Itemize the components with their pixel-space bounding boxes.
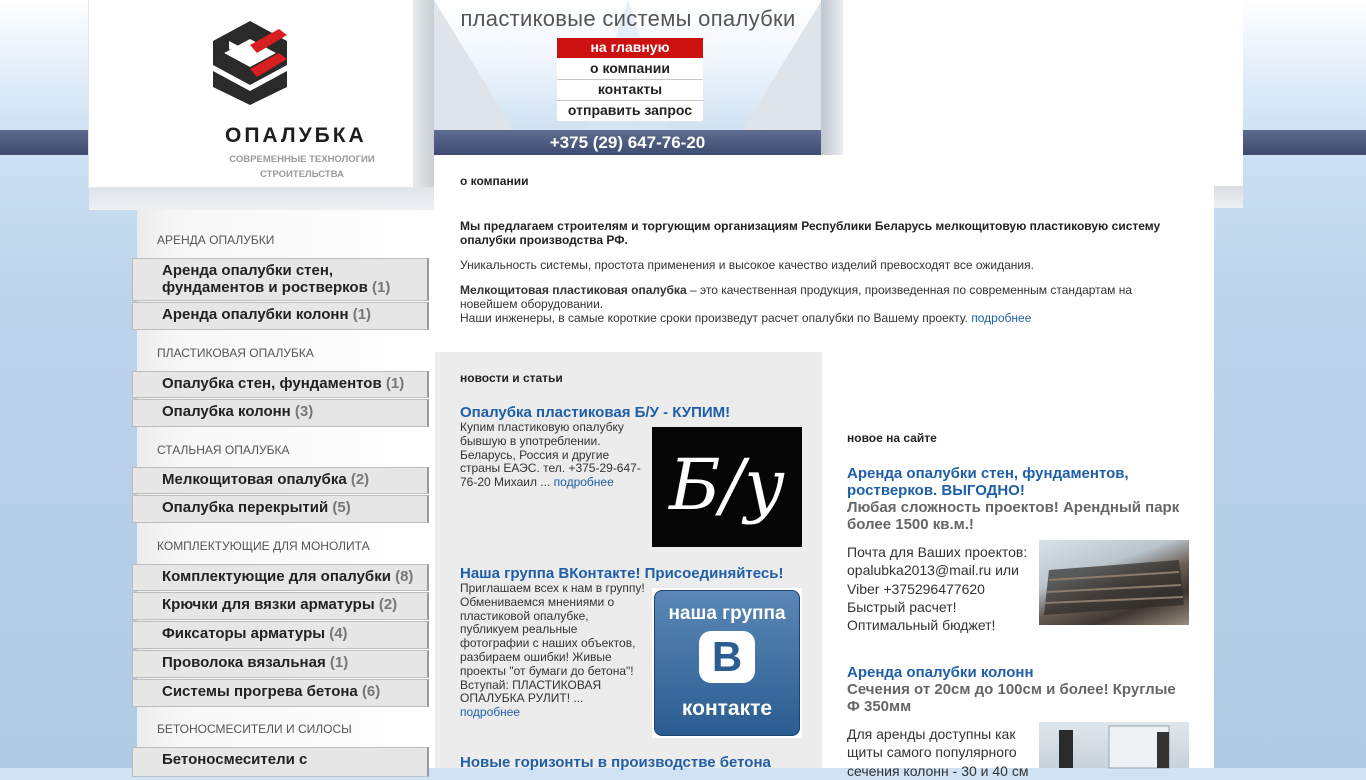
sidebar-item-label: Проволока вязальная	[162, 654, 326, 671]
sidebar-item-count: (1)	[329, 654, 349, 671]
about-paragraph-3	[460, 283, 1190, 311]
sidebar-item-label: Бетоносмесители с	[162, 751, 308, 768]
new-item-subtitle: Любая сложность проектов! Арендный парк более 1500 кв.м.!	[847, 499, 1180, 533]
news-more-link[interactable]: подробнее	[460, 705, 521, 720]
new-on-site-title: новое на сайте	[847, 431, 937, 445]
about-bold: Мелкощитовая пластиковая опалубка	[460, 283, 687, 297]
news-image-text: Б/у	[669, 444, 785, 526]
about-p4-text: Наши инженеры, в самые короткие сроки произведут расчет опалубки по Вашему проекту.	[460, 311, 968, 325]
sidebar-section-mixers: БЕТОНОСМЕСИТЕЛИ И СИЛОСЫ	[157, 722, 352, 736]
news-image-vk[interactable]	[652, 588, 802, 738]
sidebar-item-label: Опалубка стен, фундаментов	[162, 375, 382, 392]
news-title: новости и статьи	[460, 371, 563, 385]
logo-tagline	[217, 152, 387, 182]
vk-logo-icon: В	[699, 631, 755, 683]
logo-shadow-bottom	[89, 187, 434, 210]
new-item-subtitle: Сечения от 20см до 100см и более! Круглые Ф 350мм	[847, 681, 1176, 715]
vk-badge	[654, 590, 800, 736]
logo-block[interactable]	[89, 0, 413, 187]
new-item-image-columns[interactable]	[1039, 722, 1189, 768]
news-item-text	[460, 421, 645, 490]
logo-shadow	[413, 0, 434, 210]
about-paragraph-2: Уникальность системы, простота применения и высокое качество изделий превосходят все ожидания.	[460, 258, 1034, 272]
sidebar-item-small-panel[interactable]	[132, 467, 429, 494]
sidebar-item-label: Крючки для вязки арматуры	[162, 596, 375, 613]
about-paragraph-1: Мы предлагаем строителям и торгующим организациям Республики Беларусь мелкощитовую пластиковую систему опалубки производства РФ.	[460, 219, 1161, 247]
main-nav	[557, 38, 703, 121]
header	[434, 0, 822, 130]
vk-line2: контакте	[681, 697, 773, 720]
vk-line1: наша группа	[668, 603, 786, 624]
site-title: пластиковые системы опалубки	[460, 6, 796, 31]
sidebar-item-label: Аренда опалубки колонн	[162, 306, 349, 323]
new-item-title[interactable]: Аренда опалубки стен, фундаментов, ростверков. ВЫГОДНО!	[847, 465, 1129, 499]
news-item-body: Купим пластиковую опалубку бывшую в употреблении. Беларусь, Россия и другие страны ЕАЭС. тел. +375-29-647-76-20 Михаил ...	[460, 420, 641, 490]
sidebar-item-label: Опалубка колонн	[162, 403, 291, 420]
sidebar-item-walls[interactable]	[132, 371, 429, 398]
sidebar-item-columns[interactable]	[132, 399, 429, 427]
sidebar-section-plastic: ПЛАСТИКОВАЯ ОПАЛУБКА	[157, 346, 314, 360]
news-item-body: Приглашаем всех к нам в группу! Обмениваемся мнениями о пластиковой опалубке, публикуем реальные фотографии с наших объектов, разбираем ошибки! Живые проекты "от бумаги до бетона"! Вступай: ПЛАСТИКОВАЯ ОПАЛУБКА РУЛИТ! ...	[460, 581, 645, 706]
sidebar-item-label: Аренда опалубки стен, фундаментов и ростверков	[162, 262, 368, 296]
sidebar-item-rent-walls[interactable]	[132, 258, 429, 301]
news-more-link[interactable]: подробнее	[553, 475, 614, 490]
nav-send-request[interactable]: отправить запрос	[557, 101, 703, 121]
sidebar-item-label: Мелкощитовая опалубка	[162, 471, 347, 488]
sidebar-item-heating[interactable]	[132, 679, 429, 707]
sidebar-item-count: (1)	[352, 306, 372, 323]
news-item-title[interactable]: Опалубка пластиковая Б/У - КУПИМ!	[460, 404, 731, 421]
logo[interactable]	[133, 17, 375, 180]
sidebar-item-count: (2)	[350, 471, 370, 488]
nav-about[interactable]: о компании	[557, 59, 703, 80]
sidebar-item-count: (3)	[294, 403, 314, 420]
about-text	[460, 219, 1190, 325]
nav-home[interactable]: на главную	[557, 38, 703, 59]
columns-photo-icon	[1039, 722, 1189, 768]
logo-tagline-line2: СТРОИТЕЛЬСТВА	[260, 169, 344, 180]
sidebar-item-label: Опалубка перекрытий	[162, 499, 329, 516]
sidebar-item-slab[interactable]	[132, 495, 429, 523]
sidebar-item-count: (5)	[332, 499, 351, 516]
sidebar-item-rent-columns[interactable]	[132, 302, 429, 330]
sidebar-item-count: (1)	[385, 375, 405, 392]
sidebar-item-mixers[interactable]	[132, 747, 429, 777]
logo-wordmark: ОПАЛУБКА	[225, 124, 367, 147]
sidebar-item-hooks[interactable]	[132, 592, 429, 620]
sidebar-item-wire[interactable]	[132, 650, 429, 678]
sidebar-section-rent: АРЕНДА ОПАЛУБКИ	[157, 233, 275, 247]
phone-number: +375 (29) 647-76-20	[434, 130, 821, 155]
news-section	[435, 352, 822, 771]
formwork-photo-icon	[1039, 540, 1189, 625]
sidebar-section-monolith: КОМПЛЕКТУЮЩИЕ ДЛЯ МОНОЛИТА	[157, 539, 370, 553]
new-item-text: Для аренды доступны как щиты самого популярного сечения колонн - 30 и 40 см	[847, 726, 1029, 779]
new-item-title[interactable]: Аренда опалубки колонн	[847, 664, 1034, 681]
sidebar-section-steel: СТАЛЬНАЯ ОПАЛУБКА	[157, 443, 290, 457]
news-item-title[interactable]: Наша группа ВКонтакте! Присоединяйтесь!	[460, 565, 784, 582]
sidebar-item-accessories[interactable]	[132, 564, 429, 591]
sidebar-item-count: (4)	[329, 625, 348, 642]
news-item-text	[460, 582, 645, 720]
about-title: о компании	[460, 174, 529, 188]
about-paragraph-4	[460, 311, 1190, 325]
sidebar-item-label: Комплектующие для опалубки	[162, 568, 391, 585]
about-p3-text: – это качественная продукция, произведенная по современным стандартам на новейшем оборудовании.	[460, 283, 1133, 311]
sidebar-item-count: (1)	[372, 279, 391, 296]
sidebar-item-label: Фиксаторы арматуры	[162, 625, 326, 642]
nav-contacts[interactable]: контакты	[557, 80, 703, 101]
sidebar-item-count: (6)	[361, 683, 381, 700]
logo-cube-icon	[133, 17, 366, 117]
new-item-text: Почта для Ваших проектов: opalubka2013@mail.ru или Viber +375296477620 Быстрый расчет! Оптимальный бюджет!	[847, 544, 1028, 634]
about-more-link[interactable]: подробнее	[971, 311, 1032, 325]
sidebar-item-label: Системы прогрева бетона	[162, 683, 358, 700]
news-item-title[interactable]: Новые горизонты в производстве бетона	[460, 754, 771, 771]
sidebar-item-count: (8)	[395, 568, 414, 585]
sidebar-item-count: (2)	[378, 596, 398, 613]
sidebar-item-fixators[interactable]	[132, 621, 429, 649]
logo-tagline-line1: СОВРЕМЕННЫЕ ТЕХНОЛОГИИ	[229, 154, 375, 165]
news-image-used[interactable]	[652, 427, 802, 547]
new-item-image-walls[interactable]	[1039, 540, 1189, 625]
